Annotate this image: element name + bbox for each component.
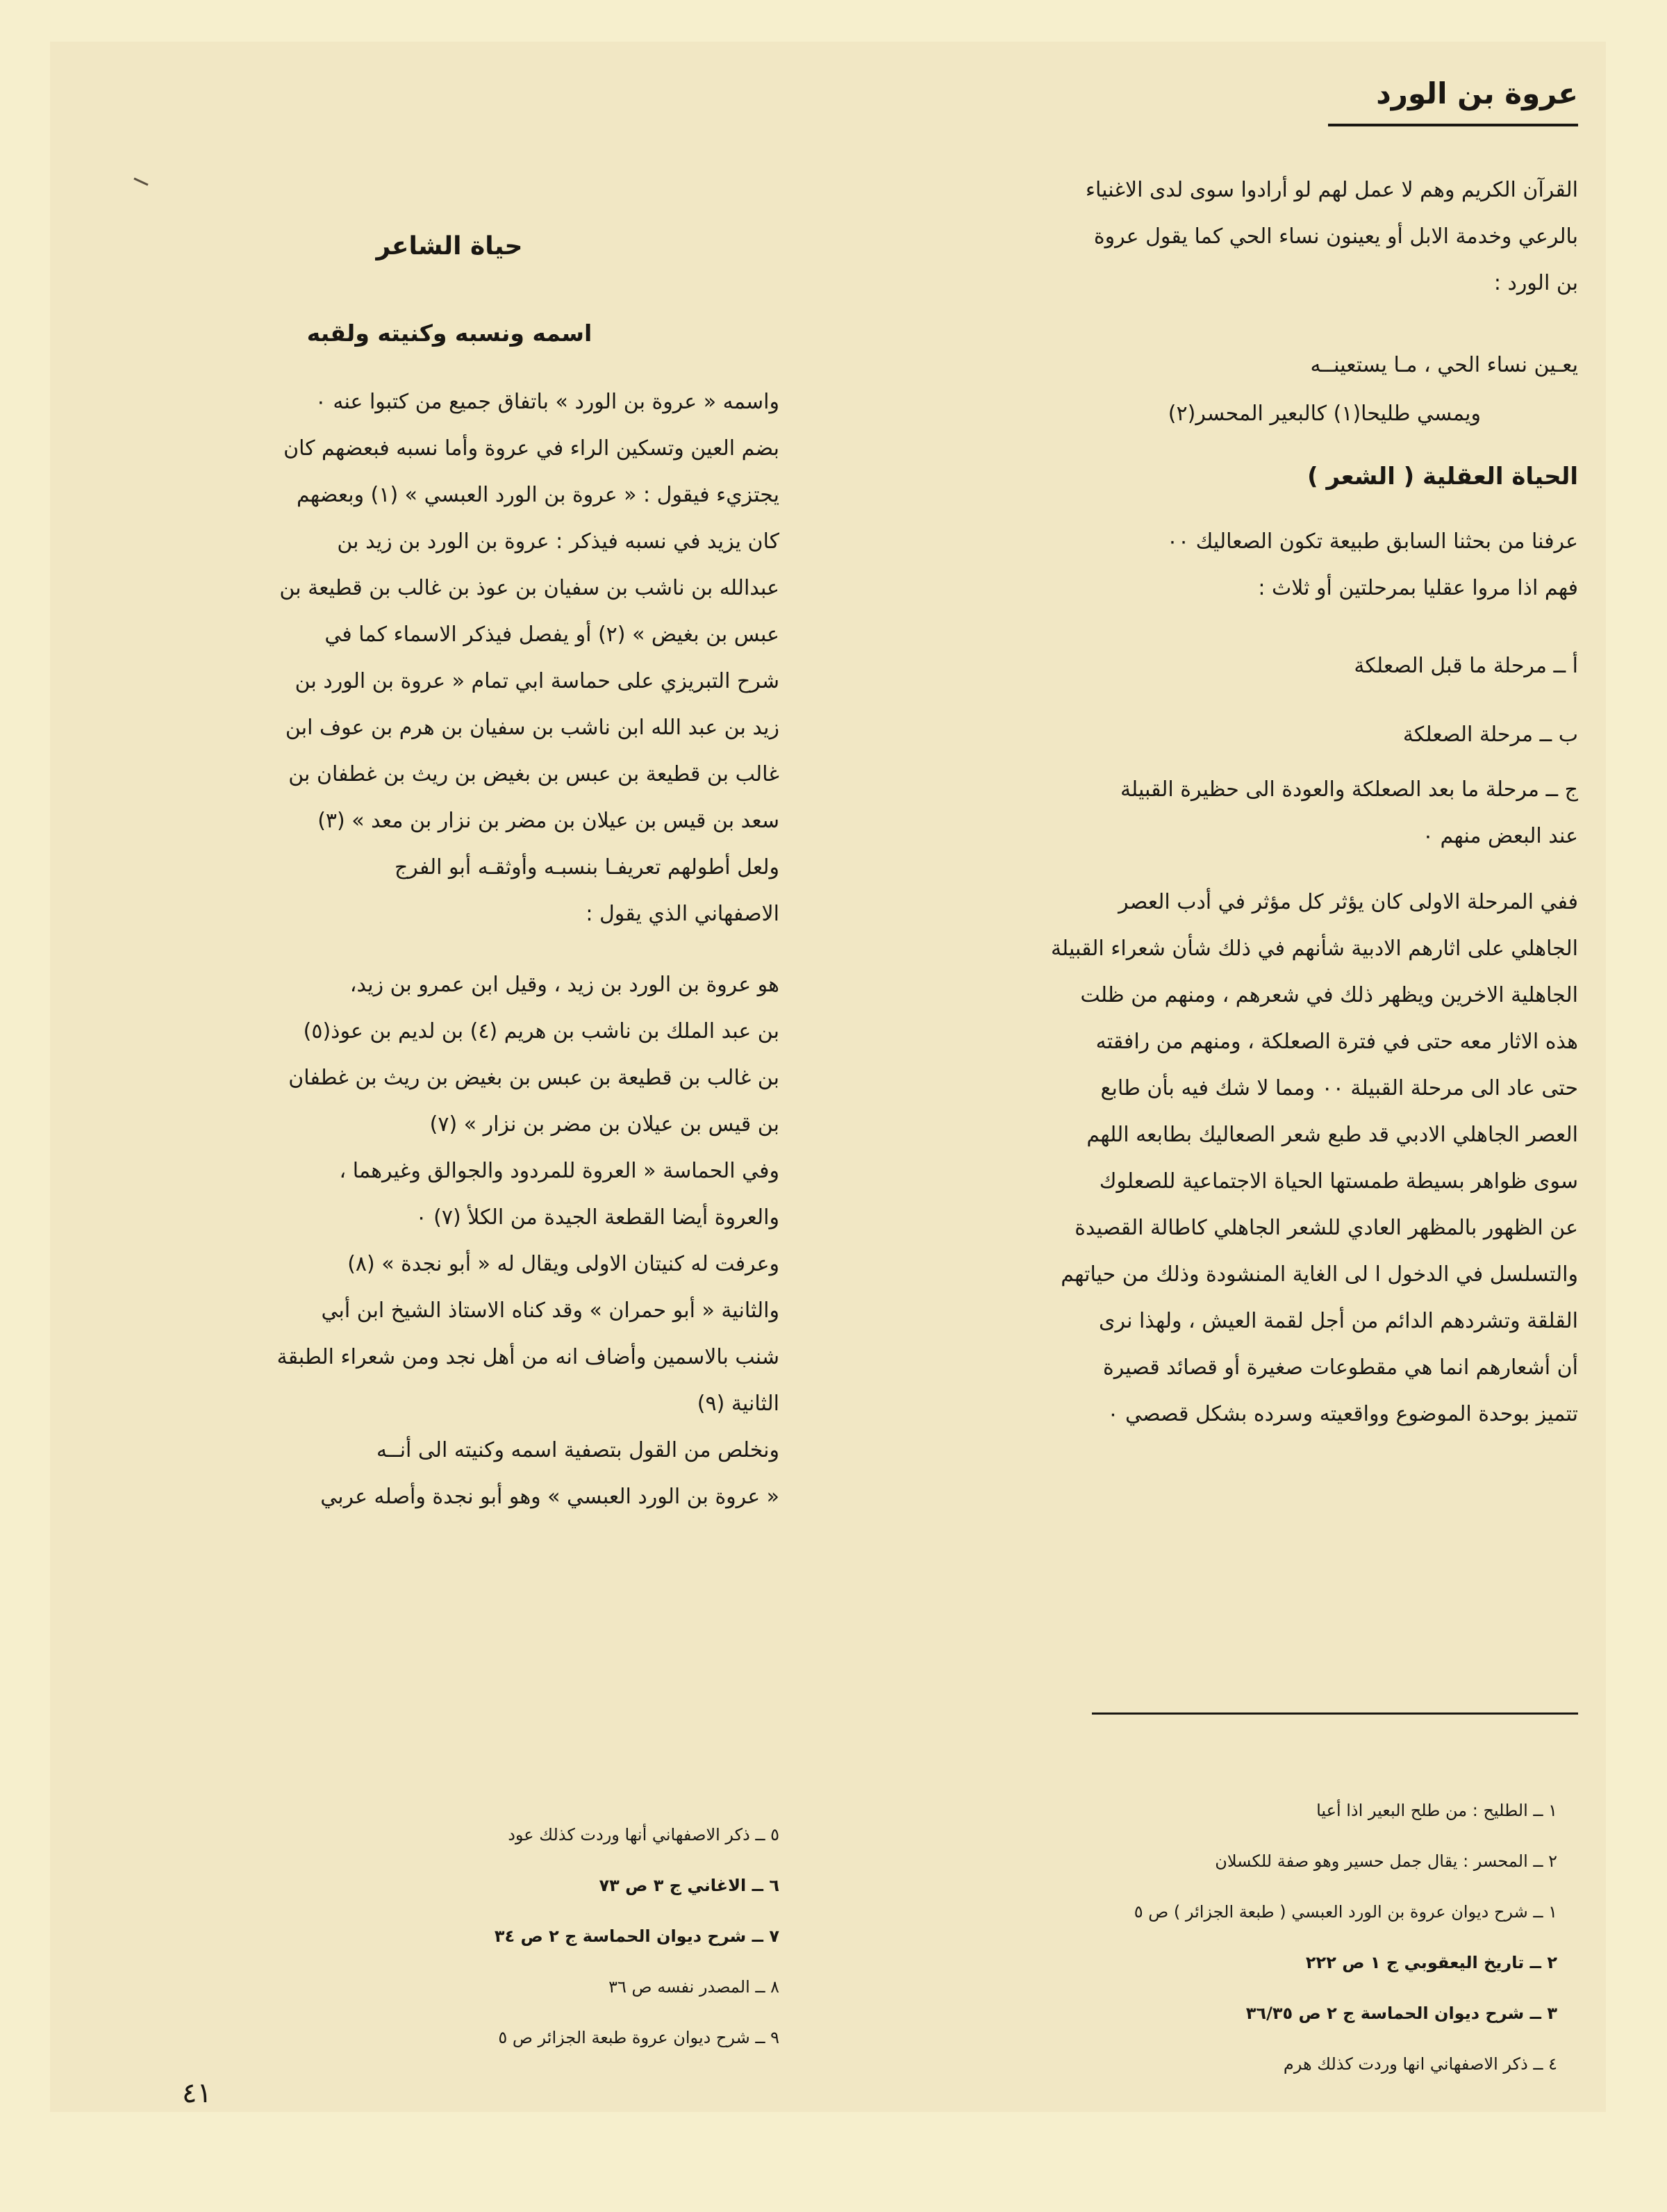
- para-line: القلقة وتشردهم الدائم من أجل لقمة العيش ، ولهذا نرى: [1099, 1309, 1578, 1333]
- footnote: ١ ــ الطليح : من طلح البعير اذا أعيا: [1316, 1801, 1557, 1820]
- body-line: يجتزيء فيقول : « عروة بن الورد العبسي » (١) وبعضهم: [296, 483, 779, 507]
- footnotes-left: [154, 1810, 779, 2063]
- running-head-rule: [1328, 124, 1578, 126]
- left-column: [119, 222, 779, 1520]
- body-line: وفي الحماسة « العروة للمردود والجوالق وغيرهما ،: [339, 1159, 779, 1183]
- body-line: عبدالله بن ناشب بن سفيان بن عوذ بن غالب بن قطيعة بن: [279, 576, 779, 600]
- footnote: ٦ ــ الاغاني ج ٣ ص ٧٣: [599, 1876, 779, 1895]
- para-line: والتسلسل في الدخول ا لى الغاية المنشودة وذلك من حياتهم: [1061, 1262, 1578, 1287]
- body-line: كان يزيد في نسبه فيذكر : عروة بن الورد بن زيد بن: [337, 529, 779, 554]
- body-line: وعرفت له كنيتان الاولى ويقال له « أبو نجدة » (٨): [347, 1252, 779, 1276]
- body-line: ونخلص من القول بتصفية اسمه وكنيته الى أنــه: [376, 1438, 779, 1462]
- para-line: عن الظهور بالمظهر العادي للشعر الجاهلي كاطالة القصيدة: [1075, 1216, 1578, 1240]
- para-line: الجاهلي على اثارهم الادبية شأنهم في ذلك شأن شعراء القبيلة: [1050, 936, 1578, 961]
- footnote: ٥ ــ ذكر الاصفهاني أنها وردت كذلك عود: [508, 1825, 779, 1844]
- para-line: سوى ظواهر بسيطة طمستها الحياة الاجتماعية للصعلوك: [1099, 1169, 1578, 1194]
- stage-item: عند البعض منهم ٠: [1422, 824, 1578, 848]
- para-line: أن أشعارهم انما هي مقطوعات صغيرة أو قصائد قصيرة: [1102, 1355, 1578, 1380]
- chapter-subtitle: اسمه ونسبه وكنيته ولقبه: [306, 320, 592, 347]
- body-line: والعروة أيضا القطعة الجيدة من الكلأ (٧) ٠: [415, 1205, 779, 1230]
- intro-line: بالرعي وخدمة الابل أو يعينون نساء الحي كما يقول عروة: [1093, 224, 1578, 249]
- footnote: ٧ ــ شرح ديوان الحماسة ج ٢ ص ٣٤: [494, 1926, 779, 1946]
- para-line: ففي المرحلة الاولى كان يؤثر كل مؤثر في أدب العصر: [1118, 890, 1578, 914]
- footnote: ٣ ــ شرح ديوان الحماسة ج ٢ ص ٣٦/٣٥: [1245, 2004, 1557, 2023]
- body-line: غالب بن قطيعة بن عبس بن بغيض بن ريث بن غطفان بن: [288, 762, 779, 786]
- verse-line-2: ويمسي طليحا(١) كالبعير المحسر(٢): [1168, 402, 1481, 426]
- footnote: ٩ ــ شرح ديوان عروة طبعة الجزائر ص ٥: [498, 2028, 779, 2047]
- body-line: شنب بالاسمين وأضاف انه من أهل نجد ومن شعراء الطبقة: [276, 1345, 779, 1369]
- para-line: حتى عاد الى مرحلة القبيلة ٠٠ ومما لا شك فيه بأن طابع: [1100, 1076, 1578, 1100]
- page-number: ٤١: [182, 2077, 212, 2109]
- para-line: الجاهلية الاخرين ويظهر ذلك في شعرهم ، ومنهم من ظلت: [1080, 983, 1578, 1007]
- body-line: الثانية (٩): [697, 1392, 779, 1416]
- section-line: عرفنا من بحثنا السابق طبيعة تكون الصعاليك ٠٠: [1166, 529, 1578, 554]
- footnote-rule: [1092, 1712, 1578, 1715]
- footnote: ٢ ــ المحسر : يقال جمل حسير وهو صفة للكسلان: [1215, 1851, 1557, 1871]
- body-line: والثانية « أبو حمران » وقد كناه الاستاذ الشيخ ابن أبي: [321, 1298, 779, 1323]
- intro-line: بن الورد :: [1493, 271, 1578, 295]
- para-line: تتميز بوحدة الموضوع وواقعيته وسرده بشكل قصصي ٠: [1107, 1402, 1578, 1426]
- para-line: هذه الاثار معه حتى في فترة الصعلكة ، ومنهم من رافقته: [1095, 1030, 1578, 1054]
- quote-line: بن غالب بن قطيعة بن عبس بن بغيض بن ريث بن غطفان: [288, 1066, 779, 1090]
- quote-line: هو عروة بن الورد بن زيد ، وقيل ابن عمرو بن زيد،: [349, 973, 779, 997]
- running-head: عروة بن الورد: [1376, 76, 1578, 110]
- section-line: فهم اذا مروا عقليا بمرحلتين أو ثلاث :: [1258, 576, 1578, 600]
- footnote: ٨ ــ المصدر نفسه ص ٣٦: [608, 1977, 779, 1997]
- body-line: واسمه « عروة بن الورد » باتفاق جميع من كتبوا عنه ٠: [315, 390, 779, 414]
- body-line: « عروة بن الورد العبسي » وهو أبو نجدة وأصله عربي: [320, 1485, 779, 1509]
- stage-item: ج ــ مرحلة ما بعد الصعلكة والعودة الى حظيرة القبيلة: [1120, 777, 1578, 802]
- book-page: [50, 42, 1606, 2112]
- footnotes-right: [897, 1785, 1557, 2090]
- para-line: العصر الجاهلي الادبي قد طبع شعر الصعاليك بطابعه اللهم: [1086, 1123, 1578, 1147]
- body-line: ولعل أطولهم تعريفـا بنسبـه وأوثقـه أبو الفرج: [394, 855, 779, 880]
- stray-mark: [133, 177, 148, 185]
- section-title: الحياة العقلية ( الشعر ): [1307, 463, 1578, 490]
- body-line: زيد بن عبد الله ابن ناشب بن سفيان بن هرم بن عوف ابن: [285, 716, 779, 740]
- footnote: ٤ ــ ذكر الاصفهاني انها وردت كذلك هرم: [1283, 2054, 1557, 2074]
- footnote: ١ ــ شرح ديوان عروة بن الورد العبسي ( طبعة الجزائر ) ص ٥: [1134, 1902, 1557, 1922]
- stage-item: أ ــ مرحلة ما قبل الصعلكة: [1354, 654, 1578, 678]
- body-line: سعد بن قيس بن عيلان بن مضر بن نزار بن معد » (٣): [317, 809, 779, 833]
- stage-item: ب ــ مرحلة الصعلكة: [1402, 723, 1578, 747]
- body-line: شرح التبريزي على حماسة ابي تمام « عروة بن الورد بن: [295, 669, 779, 693]
- quote-line: بن عبد الملك بن ناشب بن هريم (٤) بن لديم بن عوذ(٥): [303, 1019, 779, 1043]
- verse-line-1: يعـين نساء الحي ، مـا يستعينــه: [1310, 353, 1578, 377]
- body-line: عبس بن بغيض » (٢) أو يفصل فيذكر الاسماء كما في: [324, 622, 779, 647]
- footnote: ٢ ــ تاريخ اليعقوبي ج ١ ص ٢٢٢: [1305, 1953, 1557, 1972]
- chapter-title: حياة الشاعر: [376, 232, 523, 261]
- body-line: بضم العين وتسكين الراء في عروة وأما نسبه فبعضهم كان: [283, 436, 779, 461]
- quote-line: بن قيس بن عيلان بن مضر بن نزار » (٧): [429, 1112, 779, 1137]
- body-line: الاصفهاني الذي يقول :: [586, 902, 779, 926]
- intro-line: القرآن الكريم وهم لا عمل لهم لو أرادوا سوى لدى الاغنياء: [1085, 178, 1578, 202]
- right-column: [880, 167, 1578, 1437]
